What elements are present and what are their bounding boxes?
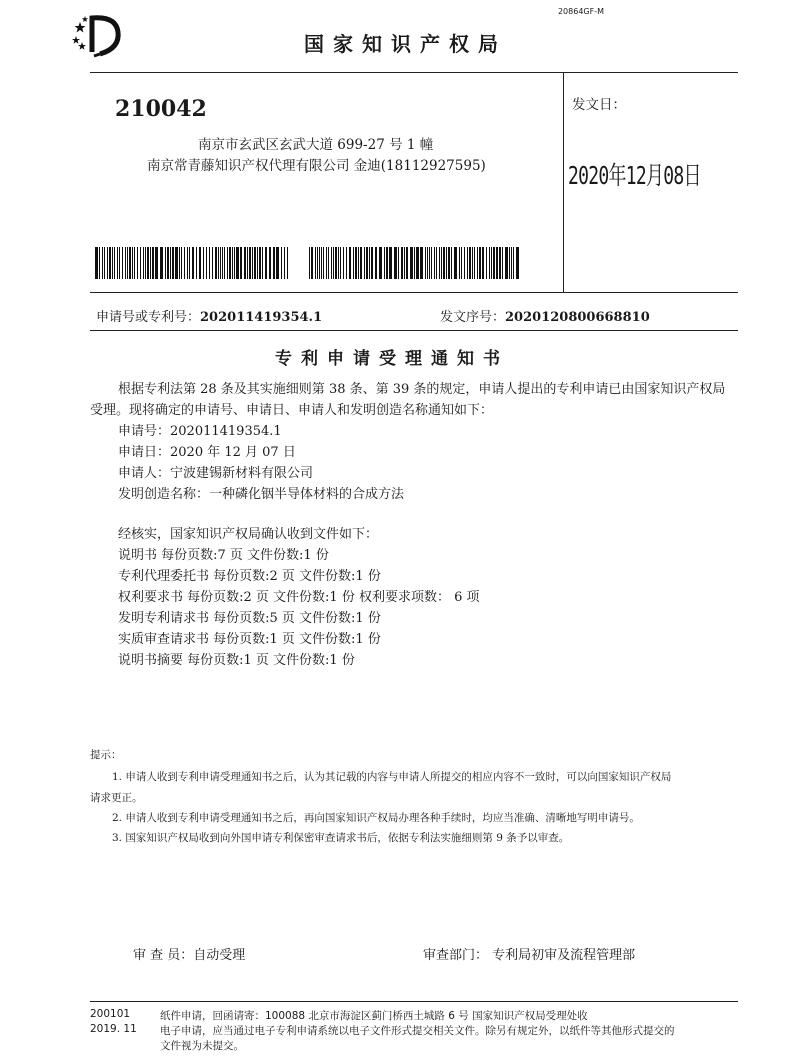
cnipa-logo-icon bbox=[70, 12, 132, 58]
field-application-number: 申请号：202011419354.1 bbox=[118, 424, 282, 439]
application-number-row bbox=[96, 306, 322, 325]
notes-heading: 提示： bbox=[90, 749, 122, 761]
field-invention-title: 发明创造名称：一种磷化铟半导体材料的合成方法 bbox=[118, 487, 405, 502]
field-applicant: 申请人：宁波建锡新材料有限公司 bbox=[118, 466, 314, 481]
note-1-line-2: 请求更正。 bbox=[90, 792, 143, 804]
document-item: 实质审查请求书 每份页数:1 页 文件份数:1 份 bbox=[118, 632, 381, 647]
verified-intro: 经核实，国家知识产权局确认收到文件如下： bbox=[118, 527, 379, 542]
document-number-row bbox=[440, 306, 650, 325]
note-2: 2. 申请人收到专利申请受理通知书之后，再向国家知识产权局办理各种手续时，均应当准确、清晰地写明申请号。 bbox=[112, 812, 640, 824]
document-item: 发明专利请求书 每份页数:5 页 文件份数:1 份 bbox=[118, 611, 381, 626]
application-number: 202011419354.1 bbox=[200, 310, 323, 325]
recipient-agent: 南京常青藤知识产权代理有限公司 金迪(18112927595) bbox=[147, 158, 486, 174]
application-number-label: 申请号或专利号： bbox=[96, 310, 201, 325]
intro-line-1: 根据专利法第 28 条及其实施细则第 38 条、第 39 条的规定，申请人提出的专利申请已由国家知识产权局 bbox=[118, 382, 726, 397]
footer-line-2: 电子申请，应当通过电子专利申请系统以电子文件形式提交相关文件。除另有规定外，以纸件等其他形式提交的 bbox=[160, 1025, 675, 1037]
review-department: 审查部门： 专利局初审及流程管理部 bbox=[423, 948, 636, 963]
form-code: 20864GF-M bbox=[557, 7, 604, 16]
document-title: 专利申请受理通知书 bbox=[275, 349, 509, 369]
header-divider bbox=[90, 72, 738, 73]
document-number: 2020120800668810 bbox=[505, 310, 650, 325]
barcode-1 bbox=[95, 247, 289, 279]
field-application-date: 申请日：2020 年 12 月 07 日 bbox=[118, 445, 296, 460]
document-item: 权利要求书 每份页数:2 页 文件份数:1 份 权利要求项数： 6 项 bbox=[118, 590, 480, 605]
barcode-2 bbox=[309, 247, 520, 279]
document-item: 说明书 每份页数:7 页 文件份数:1 份 bbox=[118, 548, 329, 563]
document-item: 说明书摘要 每份页数:1 页 文件份数:1 份 bbox=[118, 653, 355, 668]
postcode: 210042 bbox=[115, 96, 207, 122]
footer-divider bbox=[90, 1001, 738, 1002]
footer-line-3: 文件视为未提交。 bbox=[160, 1040, 244, 1052]
note-1-line-1: 1. 申请人收到专利申请受理通知书之后，认为其记载的内容与申请人所提交的相应内容不一致时，可以向国家知识产权局 bbox=[112, 771, 672, 783]
footer-line-1: 纸件申请，回函请寄：100088 北京市海淀区蓟门桥西土城路 6 号 国家知识产权局受理处收 bbox=[160, 1010, 588, 1022]
address-block-divider bbox=[90, 292, 738, 293]
ids-divider bbox=[90, 330, 738, 331]
org-name: 国家知识产权局 bbox=[304, 32, 507, 56]
recipient-address: 南京市玄武区玄武大道 699-27 号 1 幢 bbox=[198, 137, 434, 153]
footer-code-2: 2019. 11 bbox=[90, 1023, 137, 1035]
intro-line-2: 受理。现将确定的申请号、申请日、申请人和发明创造名称通知如下： bbox=[90, 403, 494, 418]
document-item: 专利代理委托书 每份页数:2 页 文件份数:1 份 bbox=[118, 569, 381, 584]
footer-code-1: 200101 bbox=[90, 1008, 131, 1020]
send-date-label: 发文日： bbox=[572, 97, 626, 113]
note-3: 3. 国家知识产权局收到向外国申请专利保密审查请求书后，依据专利法实施细则第 9 条予以审查。 bbox=[112, 832, 570, 844]
reviewer: 审 查 员：自动受理 bbox=[133, 948, 246, 963]
send-date-stamp: 2020年12月08日 bbox=[568, 161, 701, 190]
document-number-label: 发文序号： bbox=[440, 310, 506, 325]
date-column-divider bbox=[563, 72, 564, 292]
